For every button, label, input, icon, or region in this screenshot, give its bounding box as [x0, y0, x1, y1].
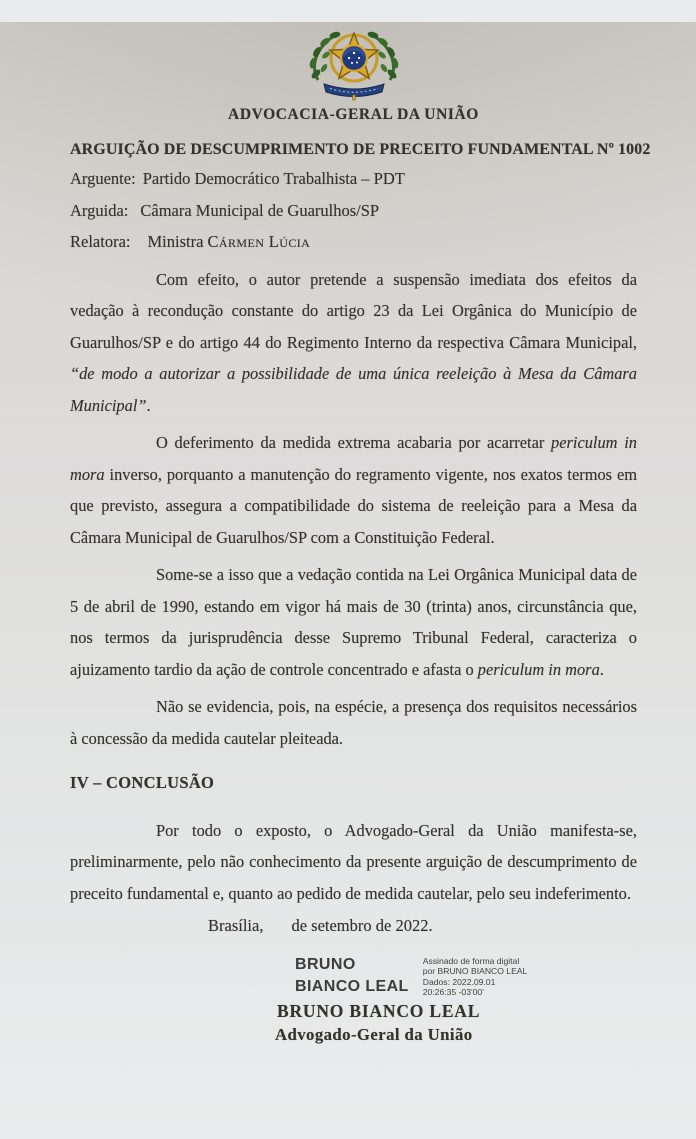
case-title: ARGUIÇÃO DE DESCUMPRIMENTO DE PRECEITO FUNDAMENTAL Nº 1002 — [70, 141, 651, 158]
paragraph: O deferimento da medida extrema acabaria por acarretar periculum in mora inverso, porquanto a manutenção do regramento vigente, nos exatos termos em que previsto, assegura a compatibilidade do sistema de reeleição para a Mesa da Câmara Municipal de Guarulhos/SP com a Constituição Federal. — [70, 433, 637, 547]
stamp-name — [295, 954, 409, 998]
party-line-relatora — [70, 226, 637, 258]
stamp-details-line: Dados: 2022.09.01 — [422, 976, 496, 987]
signature-block — [70, 954, 637, 1046]
digital-signature-stamp — [295, 954, 637, 998]
party-line-arguente — [70, 163, 637, 195]
signer-title: Advogado-Geral da União — [275, 1024, 473, 1044]
signer-name: BRUNO BIANCO LEAL — [277, 1000, 481, 1021]
brazil-coat-of-arms-icon — [296, 22, 412, 102]
date-city: Brasília, — [208, 916, 264, 935]
stamp-details-line: Assinado de forma digital — [422, 955, 520, 966]
stamp-details-line: 20:26:35 -03'00' — [422, 987, 484, 998]
party-label: Relatora: — [70, 232, 131, 251]
paragraph: Não se evidencia, pois, na espécie, a presença dos requisitos necessários à concessão da medida cautelar pleiteada. — [70, 697, 637, 748]
party-label: Arguente: — [70, 169, 136, 188]
stamp-details-line: por BRUNO BIANCO LEAL — [422, 966, 528, 977]
party-label: Arguida: — [70, 200, 129, 220]
party-value — [147, 232, 310, 251]
stamp-name-line1: BRUNO — [295, 955, 356, 973]
paragraph: Some-se a isso que a vedação contida na Lei Orgânica Municipal data de 5 de abril de 1990, estando em vigor há mais de 30 (trinta) anos, circunstância que, nos termos da jurisprudência desse Supremo Tribunal Federal, caracteriza o ajuizamento tardio da ação de controle concentrado e afasta o periculum in mora. — [70, 565, 637, 679]
parties-block — [70, 163, 637, 258]
org-name: ADVOCACIA-GERAL DA UNIÃO — [228, 106, 479, 123]
date-line — [70, 910, 637, 942]
stamp-details — [423, 956, 528, 998]
party-value: Partido Democrático Trabalhista – PDT — [142, 169, 405, 188]
relatora-prefix: Ministra — [147, 232, 204, 251]
date-rest: de setembro de 2022. — [291, 916, 433, 935]
stamp-name-line2: BIANCO LEAL — [295, 977, 409, 995]
party-line-arguida — [70, 195, 637, 227]
section-heading: IV – CONCLUSÃO — [70, 773, 215, 792]
relatora-name: Cármen Lúcia — [207, 232, 311, 251]
paragraph: Com efeito, o autor pretende a suspensão imediata dos efeitos da vedação à recondução constante do artigo 23 da Lei Orgânica do Município de Guarulhos/SP e do artigo 44 do Regimento Interno da respectiva Câmara Municipal, “de modo a autorizar a possibilidade de uma única reeleição à Mesa da Câmara Municipal”. — [70, 269, 637, 415]
document-page — [0, 22, 696, 1139]
conclusion-paragraph: Por todo o exposto, o Advogado-Geral da União manifesta-se, preliminarmente, pelo não conhecimento da presente arguição de descumprimento de preceito fundamental e, quanto ao pedido de medida cautelar, pelo seu indeferimento. — [70, 820, 637, 903]
party-value: Câmara Municipal de Guarulhos/SP — [140, 200, 380, 220]
